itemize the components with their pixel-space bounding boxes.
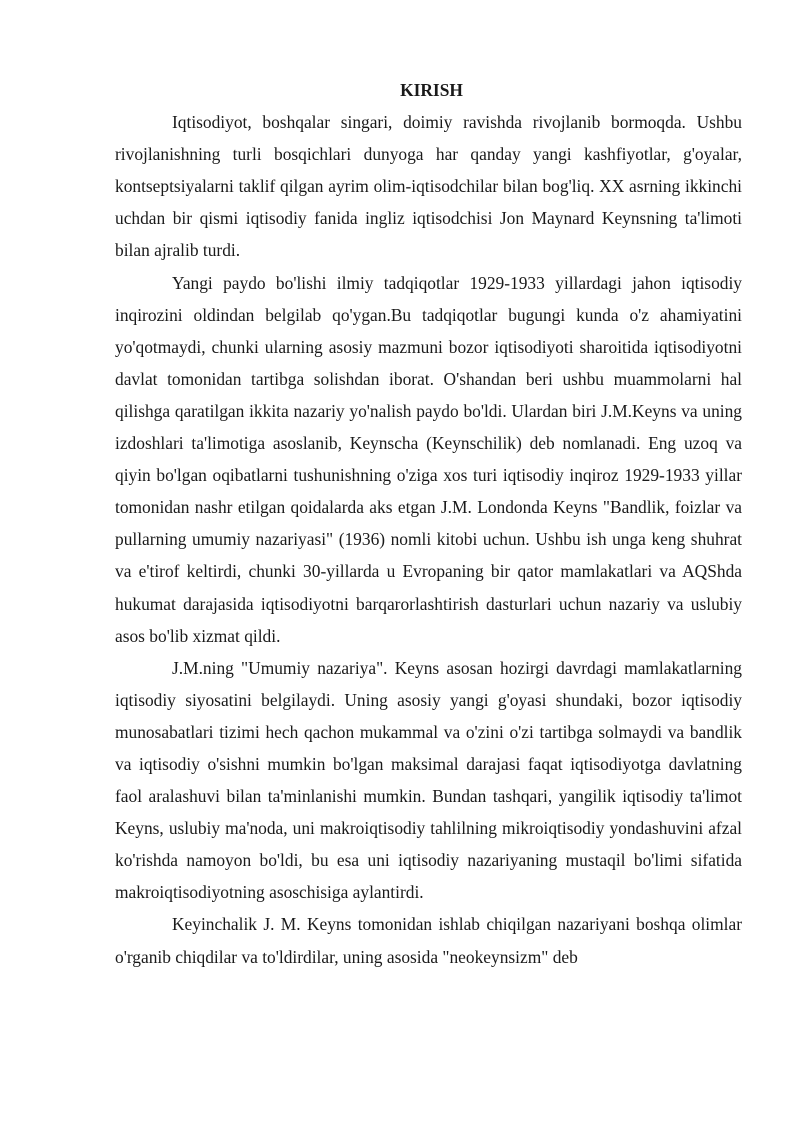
paragraph-1: Iqtisodiyot, boshqalar singari, doimiy ravishda rivojlanib bormoqda. Ushbu rivojlanishning turli bosqichlari dunyoga har qanday yangi kashfiyotlar, g'oyalar, kontseptsiyalarni taklif qilgan ayrim olim-iqtisodchilar bilan bog'liq. XX asrning ikkinchi uchdan bir qismi iqtisodiy fanida ingliz iqtisodchisi Jon Maynard Keynsning ta'limoti bilan ajralib turdi. (115, 112, 742, 261)
paragraph-4: Keyinchalik J. M. Keyns tomonidan ishlab chiqilgan nazariyani boshqa olimlar o'rganib chiqdilar va to'ldirdilar, uning asosida "neokeynsizm" deb (115, 914, 742, 967)
page-title: KIRISH (400, 80, 463, 100)
paragraph-2: Yangi paydo bo'lishi ilmiy tadqiqotlar 1929-1933 yillardagi jahon iqtisodiy inqirozini oldindan belgilab qo'ygan.Bu tadqiqotlar bugungi kunda o'z ahamiyatini yo'qotmaydi, chunki ularning asosiy mazmuni bozor iqtisodiyoti sharoitida iqtisodiyotni davlat tomonidan tartibga solishdan iborat. O'shandan beri ushbu muammolarni hal qilishga qaratilgan ikkita nazariy yo'nalish paydo bo'ldi. Ulardan biri J.M.Keyns va uning izdoshlari ta'limotiga asoslanib, Keynscha (Keynschilik) deb nomlanadi. Eng uzoq va qiyin bo'lgan oqibatlarni tushunishning o'ziga xos turi iqtisodiy inqiroz 1929-1933 yillar tomonidan nashr etilgan qoidalarda aks etgan J.M. Londonda Keyns "Bandlik, foizlar va pullarning umumiy nazariyasi" (1936) nomli kitobi uchun. Ushbu ish unga keng shuhrat va e'tirof keltirdi, chunki 30-yillarda u Evropaning bir qator mamlakatlari va AQShda hukumat darajasida iqtisodiyotni barqarorlashtirish dasturlari uchun nazariy va uslubiy asos bo'lib xizmat qildi. (115, 272, 742, 646)
paragraph-3: J.M.ning "Umumiy nazariya". Keyns asosan hozirgi davrdagi mamlakatlarning iqtisodiy siyosatini belgilaydi. Uning asosiy yangi g'oyasi shundaki, bozor iqtisodiy munosabatlari tizimi hech qachon mukammal va o'zini o'zi tartibga solmaydi va bandlik va iqtisodiy o'sishni mumkin bo'lgan maksimal darajasi faqat iqtisodiyotga davlatning faol aralashuvi bilan ta'minlanishi mumkin. Bundan tashqari, yangilik iqtisodiy ta'limot Keyns, uslubiy ma'noda, uni makroiqtisodiy tahlilning mikroiqtisodiy yondashuvini afzal ko'rishda namoyon bo'ldi, bu esa uni iqtisodiy nazariyaning mustaqil bo'limi sifatida makroiqtisodiyotning asoschisiga aylantirdi. (115, 657, 742, 903)
document-page (115, 74, 742, 973)
